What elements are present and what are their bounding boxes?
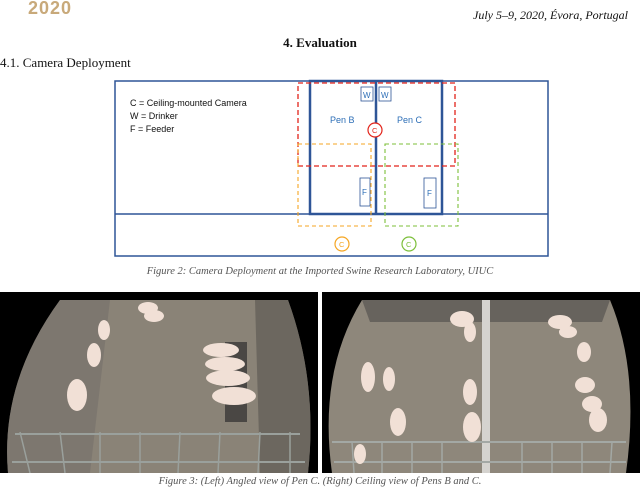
angled-view-photo bbox=[0, 292, 318, 473]
section-title: 4. Evaluation bbox=[283, 35, 357, 50]
drinker-c-label: W bbox=[381, 91, 389, 100]
legend-camera: C = Ceiling-mounted Camera bbox=[130, 98, 247, 108]
camera-deployment-diagram bbox=[110, 76, 550, 261]
legend-drinker: W = Drinker bbox=[130, 111, 178, 121]
logo-text: 2020 bbox=[28, 0, 73, 18]
feeder-c-label: F bbox=[427, 189, 432, 198]
conference-logo bbox=[28, 0, 86, 18]
pen-c-camera-label: C bbox=[406, 240, 412, 249]
pen-b-camera-label: C bbox=[339, 240, 345, 249]
feeder-b-label: F bbox=[362, 188, 367, 197]
pen-c-label: Pen C bbox=[397, 115, 423, 125]
subsection-title: 4.1. Camera Deployment bbox=[0, 55, 131, 70]
figure-3-caption: Figure 3: (Left) Angled view of Pen C. (Right) Ceiling view of Pens B and C. bbox=[158, 476, 482, 487]
pen-divider-wall bbox=[482, 300, 490, 473]
legend-feeder: F = Feeder bbox=[130, 124, 175, 134]
ceiling-view-photo bbox=[322, 292, 640, 473]
drinker-b-label: W bbox=[363, 91, 371, 100]
header-date-location: July 5–9, 2020, Évora, Portugal bbox=[473, 8, 628, 22]
figure-2-caption: Figure 2: Camera Deployment at the Imported Swine Research Laboratory, UIUC bbox=[146, 266, 494, 277]
ceiling-camera-label: C bbox=[372, 126, 378, 135]
pen-b-label: Pen B bbox=[330, 115, 355, 125]
